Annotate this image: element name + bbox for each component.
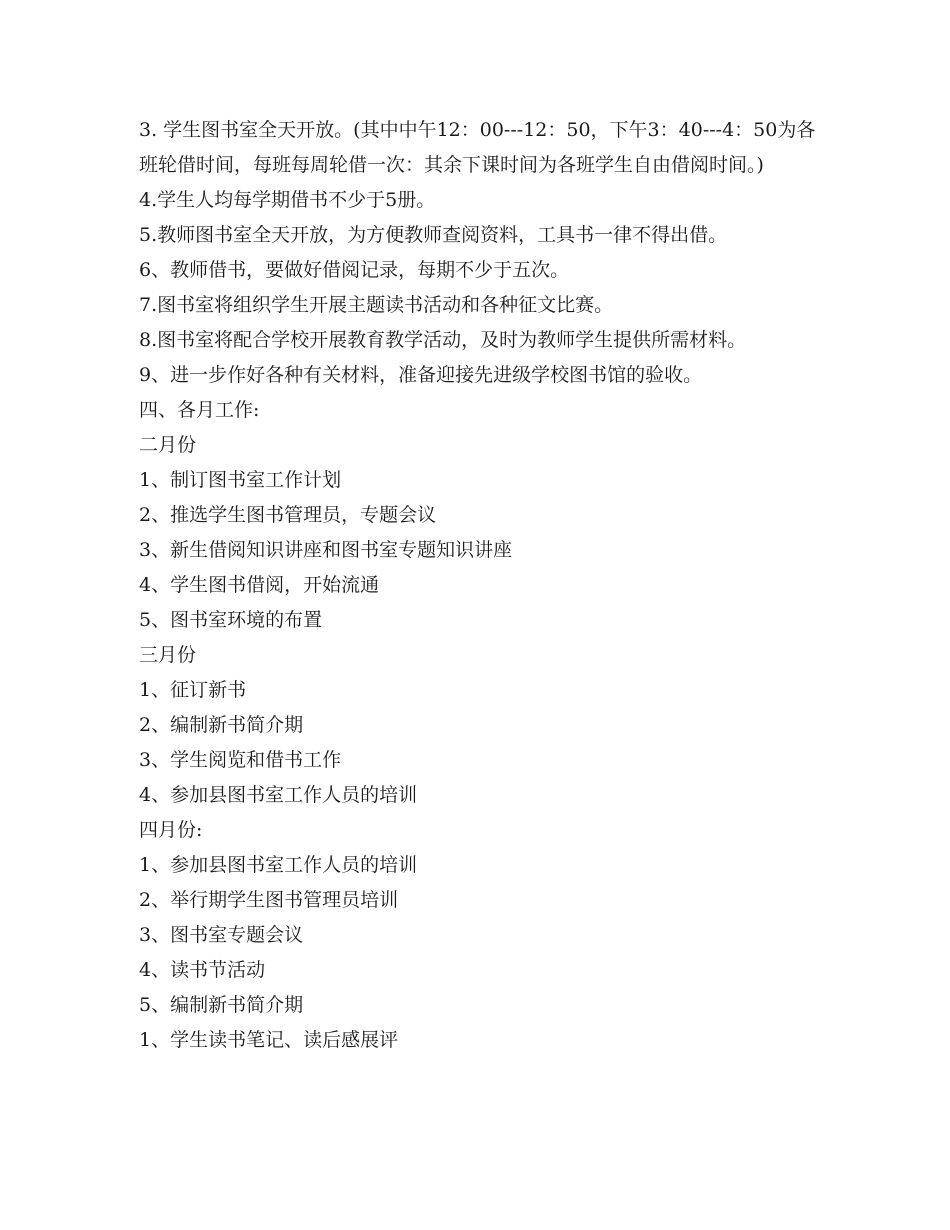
list-item: 3、图书室专题会议	[139, 924, 304, 946]
month-heading-march: 三月份	[139, 644, 197, 666]
list-item: 1、征订新书	[139, 679, 247, 701]
list-item: 2、推选学生图书管理员，专题会议	[139, 504, 437, 526]
paragraph-line-9: 9、进一步作好各种有关材料，准备迎接先进级学校图书馆的验收。	[139, 364, 703, 386]
list-item: 2、举行期学生图书管理员培训	[139, 889, 399, 911]
paragraph-line-3: 3. 学生图书室全天开放。(其中中午12：00---12：50，下午3：40---4：50为各班轮借时间，每班每周轮借一次：其余下课时间为各班学生自由借阅时间。)	[139, 119, 816, 176]
paragraph-line-5: 5.教师图书室全天开放，为方便教师查阅资料，工具书一律不得出借。	[139, 224, 728, 246]
list-item: 4、参加县图书室工作人员的培训	[139, 784, 418, 806]
list-item: 1、制订图书室工作计划	[139, 469, 342, 491]
list-item: 4、读书节活动	[139, 959, 266, 981]
list-item: 2、编制新书简介期	[139, 714, 304, 736]
list-item: 5、图书室环境的布置	[139, 609, 323, 631]
list-item: 1、参加县图书室工作人员的培训	[139, 854, 418, 876]
paragraph-line-4: 4.学生人均每学期借书不少于5册。	[139, 189, 436, 211]
paragraph-line-8: 8.图书室将配合学校开展教育教学活动，及时为教师学生提供所需材料。	[139, 329, 747, 351]
list-item: 3、学生阅览和借书工作	[139, 749, 342, 771]
month-heading-april: 四月份:	[139, 819, 203, 841]
list-item: 3、新生借阅知识讲座和图书室专题知识讲座	[139, 539, 513, 561]
paragraph-line-7: 7.图书室将组织学生开展主题读书活动和各种征文比赛。	[139, 294, 614, 316]
month-heading-february: 二月份	[139, 434, 197, 456]
list-item: 1、学生读书笔记、读后感展评	[139, 1029, 399, 1051]
list-item: 4、学生图书借阅，开始流通	[139, 574, 380, 596]
section-heading-monthly-work: 四、各月工作:	[139, 399, 260, 421]
paragraph-line-6: 6、教师借书，要做好借阅记录，每期不少于五次。	[139, 259, 570, 281]
list-item: 5、编制新书简介期	[139, 994, 304, 1016]
document-body	[139, 113, 829, 1058]
